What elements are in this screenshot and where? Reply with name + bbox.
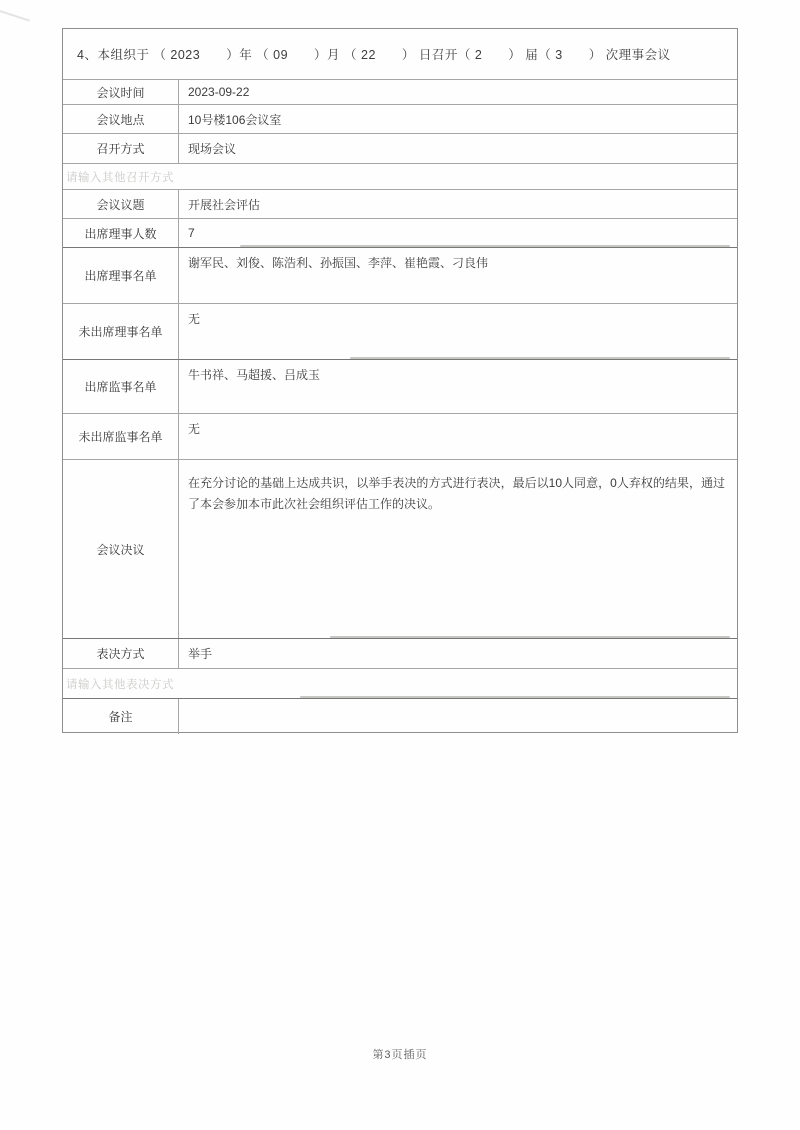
row-meeting-topic xyxy=(63,189,737,218)
resolution-text: 在充分讨论的基础上达成共识，以举手表决的方式进行表决，最后以10人同意，0人弃权的结果，通过了本会参加本市此次社会组织评估工作的决议。 xyxy=(188,476,725,511)
other-mode-placeholder-text: 请输入其他召开方式 xyxy=(66,171,174,184)
row-vote-mode xyxy=(63,638,737,668)
meeting-mode-label: 召开方式 xyxy=(63,134,179,163)
meeting-time-label: 会议时间 xyxy=(63,80,179,104)
resolution-label: 会议决议 xyxy=(63,460,179,638)
page-number-label: 第3页插页 xyxy=(372,1049,428,1061)
remarks-label: 备注 xyxy=(63,699,179,734)
other-mode-placeholder-row xyxy=(63,163,737,189)
supervisor-attend-names-value: 牛书祥、马超援、吕成玉 xyxy=(188,368,321,382)
supervisor-absent-names-label: 未出席监事名单 xyxy=(63,414,179,459)
meeting-topic-label: 会议议题 xyxy=(63,190,179,218)
resolution-value xyxy=(179,460,737,638)
scan-smudge-line xyxy=(330,636,730,638)
row-director-attend-names xyxy=(63,247,737,303)
supervisor-absent-names-value: 无 xyxy=(188,422,201,436)
section-heading-text: 4、本组织于 （ 2023 ）年 （ 09 ）月 （ 22 ） 日召开（ 2 ） 届（ 3 ） 次理事会议 xyxy=(77,48,671,62)
meeting-place-value: 10号楼106会议室 xyxy=(188,112,282,127)
page-footer xyxy=(0,1046,800,1062)
row-resolution xyxy=(63,459,737,638)
scan-smudge-line xyxy=(350,357,730,359)
row-remarks xyxy=(63,698,737,734)
row-supervisor-attend-names xyxy=(63,359,737,413)
meeting-place-label: 会议地点 xyxy=(63,105,179,133)
director-attend-count-label: 出席理事人数 xyxy=(63,219,179,247)
other-vote-placeholder-row xyxy=(63,668,737,698)
director-attend-names-value: 谢军民、刘俊、陈浩利、孙振国、李萍、崔艳霞、刁良伟 xyxy=(188,256,489,270)
meeting-time-value: 2023-09-22 xyxy=(188,85,250,99)
meeting-mode-value: 现场会议 xyxy=(188,142,237,156)
vote-mode-label: 表决方式 xyxy=(63,639,179,668)
director-attend-count-value: 7 xyxy=(188,226,195,240)
row-meeting-mode xyxy=(63,133,737,163)
row-meeting-time xyxy=(63,79,737,104)
vote-mode-value: 举手 xyxy=(188,647,213,661)
row-director-absent-names xyxy=(63,303,737,359)
row-director-attend-count xyxy=(63,218,737,247)
director-attend-names-label: 出席理事名单 xyxy=(63,248,179,303)
meeting-topic-value: 开展社会评估 xyxy=(188,197,261,212)
row-supervisor-absent-names xyxy=(63,413,737,459)
director-absent-names-value: 无 xyxy=(188,312,201,326)
row-meeting-place xyxy=(63,104,737,133)
section-heading xyxy=(63,29,737,79)
supervisor-attend-names-label: 出席监事名单 xyxy=(63,360,179,413)
scan-smudge-line xyxy=(300,696,730,698)
scan-smudge-line xyxy=(240,245,730,247)
remarks-value xyxy=(179,699,737,734)
scan-corner-artifact xyxy=(0,0,37,22)
other-vote-placeholder-text: 请输入其他表决方式 xyxy=(66,678,174,691)
meeting-record-table xyxy=(62,28,738,733)
director-absent-names-label: 未出席理事名单 xyxy=(63,304,179,359)
